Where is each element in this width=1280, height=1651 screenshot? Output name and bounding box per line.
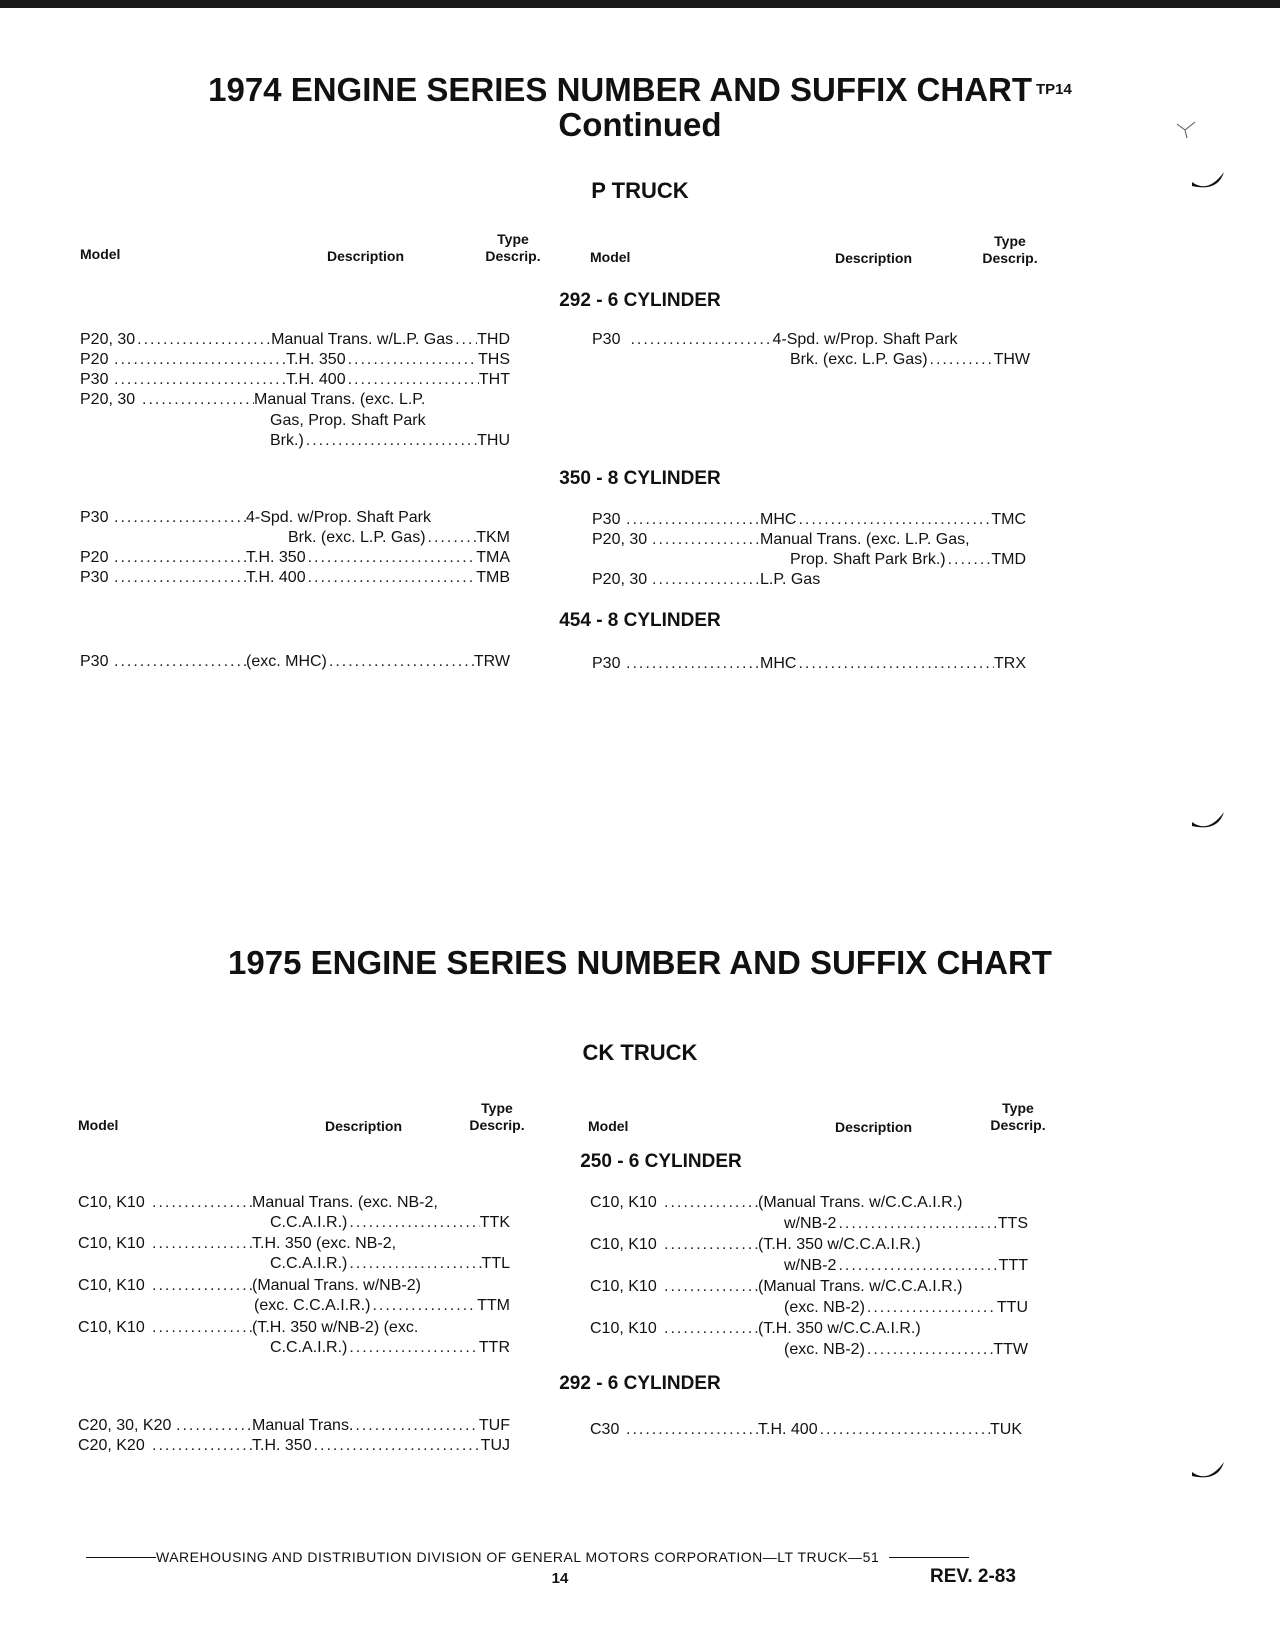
header-model-left: Model <box>78 1117 119 1133</box>
section-title-ck-truck: CK TRUCK <box>582 1040 698 1065</box>
scan-speck-icon <box>1175 120 1199 140</box>
binder-mark-icon <box>1188 170 1228 198</box>
table-row <box>80 330 510 350</box>
table-row: P30 ..... 4-Spd. w/Prop. Shaft Park <box>80 508 510 528</box>
group-title-350-8-cylinder: 350 - 8 CYLINDER <box>559 468 721 489</box>
row-description: MHC <box>760 511 797 528</box>
header-description-left: Description <box>325 1118 403 1134</box>
row-description: T.H. 350 <box>252 1437 312 1454</box>
section-title-p-truck: P TRUCK <box>591 178 689 203</box>
header-model-right: Model <box>590 249 631 265</box>
header-model-right: Model <box>588 1118 629 1134</box>
group-title-454-8-cylinder: 454 - 8 CYLINDER <box>559 610 721 631</box>
table-row: P20, 30 ..... Manual Trans. (exc. L.P. Gas, <box>592 530 1026 550</box>
table-row <box>270 1213 510 1233</box>
top-scan-edge <box>0 0 1280 8</box>
row-type-code: TMB <box>476 569 510 586</box>
header-model-left: Model <box>80 246 121 262</box>
header-type-line2: Descrip. <box>469 1117 525 1133</box>
row-type-code: THW <box>993 351 1030 368</box>
table-row <box>592 330 972 350</box>
table-row <box>270 431 510 451</box>
table-row: C30 ..... T.H. 400 ..... TUK <box>590 1420 1022 1440</box>
row-description: (T.H. 350 w/C.C.A.I.R.) <box>758 1320 921 1337</box>
row-description-continued: (exc. NB-2) <box>784 1299 865 1316</box>
row-type-code: TRW <box>473 653 510 670</box>
header-type-line1: Type <box>481 1100 513 1116</box>
table-row: C10, K10 ..... (T.H. 350 w/NB-2) (exc. <box>78 1318 510 1338</box>
row-type-code: TTK <box>479 1214 510 1231</box>
row-description-continued: w/NB-2 <box>784 1257 837 1274</box>
row-description-continued: w/NB-2 <box>784 1215 837 1232</box>
header-type-right <box>975 233 1045 267</box>
row-description: L.P. Gas <box>760 571 821 588</box>
title-superscript: TP14 <box>1036 81 1072 98</box>
table-row: P30 ..... T.H. 400 ..... THT <box>80 370 510 390</box>
row-type-code: TKM <box>476 529 510 546</box>
row-description-continued: Brk. (exc. L.P. Gas) <box>790 351 928 368</box>
table-row <box>270 1254 510 1274</box>
table-row: P30 ..... T.H. 400 ..... TMB <box>80 568 510 588</box>
footer-rule-left <box>86 1557 156 1558</box>
row-type-code: TUJ <box>480 1437 510 1454</box>
row-type-code: TTM <box>477 1297 510 1314</box>
table-row <box>784 1340 1028 1360</box>
header-type-right <box>983 1100 1053 1134</box>
group-title-292-6-cylinder: 292 - 6 CYLINDER <box>559 290 721 311</box>
table-row: P30 ..... (exc. MHC) ..... TRW <box>80 652 510 672</box>
row-type-code: TMA <box>476 549 510 566</box>
row-type-code: TTW <box>993 1341 1028 1358</box>
row-description: Manual Trans. (exc. L.P. <box>254 391 426 408</box>
table-row: C20, K20 ..... T.H. 350 ..... TUJ <box>78 1436 510 1456</box>
row-description: Manual Trans. (exc. NB-2, <box>252 1194 438 1211</box>
header-type-line2: Descrip. <box>990 1117 1046 1133</box>
row-type-code: TRX <box>994 655 1026 672</box>
page-title-1975: 1975 ENGINE SERIES NUMBER AND SUFFIX CHART <box>228 944 1052 981</box>
page-title-1974: 1974 ENGINE SERIES NUMBER AND SUFFIX CHART $^{TP14}$ <box>208 71 1072 108</box>
revision-label: REV. 2-83 <box>930 1566 1016 1587</box>
page-number: 14 <box>551 1570 569 1587</box>
table-row: P20, 30 ..... L.P. Gas <box>592 570 1026 590</box>
row-description: (T.H. 350 w/NB-2) (exc. <box>252 1319 419 1336</box>
row-description-continued: Brk. (exc. L.P. Gas) <box>288 529 426 546</box>
row-type-code: TMD <box>991 551 1026 568</box>
row-type-code: THT <box>478 371 510 388</box>
row-type-code: TTS <box>997 1215 1028 1232</box>
row-description: T.H. 400 <box>246 569 306 586</box>
header-type-line1: Type <box>994 233 1026 249</box>
group-title-292-6-cylinder: 292 - 6 CYLINDER <box>559 1373 721 1394</box>
row-description: T.H. 350 (exc. NB-2, <box>252 1235 397 1252</box>
table-row <box>270 1338 510 1358</box>
row-description: 4-Spd. w/Prop. Shaft Park <box>772 331 958 348</box>
row-description: (Manual Trans. w/NB-2) <box>252 1277 421 1294</box>
header-type-line2: Descrip. <box>485 248 541 264</box>
table-row: P20, 30 ..... Manual Trans. (exc. L.P. <box>80 390 510 410</box>
table-row <box>784 1256 1028 1276</box>
row-description-continued: C.C.A.I.R.) <box>270 1214 348 1231</box>
header-description-right: Description <box>835 250 913 266</box>
footer <box>86 1549 1046 1565</box>
row-type-code: TUK <box>990 1421 1022 1438</box>
table-row: C10, K10 ..... T.H. 350 (exc. NB-2, <box>78 1234 510 1254</box>
row-description: T.H. 400 <box>286 371 346 388</box>
table-row: C10, K10 ..... (T.H. 350 w/C.C.A.I.R.) <box>590 1235 1030 1255</box>
table-row: C10, K10 ..... (Manual Trans. w/C.C.A.I.R.) <box>590 1193 1030 1213</box>
table-row <box>790 350 1030 370</box>
table-row <box>254 1296 510 1316</box>
row-description-continued: Gas, Prop. Shaft Park <box>270 412 426 429</box>
row-description: Manual Trans. w/L.P. Gas <box>271 331 454 348</box>
table-row: C10, K10 ..... (Manual Trans. w/NB-2) <box>78 1276 510 1296</box>
row-description: (Manual Trans. w/C.C.A.I.R.) <box>758 1194 963 1211</box>
table-row: C20, 30, K20 ..... Manual Trans. ..... TUF <box>78 1416 510 1436</box>
group-title-250-6-cylinder: 250 - 6 CYLINDER <box>580 1151 742 1172</box>
table-row <box>790 550 1026 570</box>
row-type-code: TTT <box>998 1257 1028 1274</box>
row-description: (Manual Trans. w/C.C.A.I.R.) <box>758 1278 963 1295</box>
row-description: Manual Trans. <box>252 1417 354 1434</box>
footer-text: WAREHOUSING AND DISTRIBUTION DIVISION OF GENERAL MOTORS CORPORATION—LT TRUCK—51 <box>156 1549 880 1565</box>
row-description: 4-Spd. w/Prop. Shaft Park <box>246 509 431 526</box>
row-description-continued: C.C.A.I.R.) <box>270 1339 348 1356</box>
table-row: P20 ..... T.H. 350 ..... THS <box>80 350 510 370</box>
row-description-continued: C.C.A.I.R.) <box>270 1255 348 1272</box>
table-row: P20 ..... T.H. 350 ..... TMA <box>80 548 510 568</box>
row-model: P30 <box>592 331 621 348</box>
binder-mark-icon <box>1188 810 1228 838</box>
table-row: C10, K10 ..... Manual Trans. (exc. NB-2, <box>78 1193 510 1213</box>
row-type-code: THS <box>478 351 510 368</box>
header-description-left: Description <box>327 248 405 264</box>
page-title-continued: Continued <box>558 106 722 143</box>
header-type-line2: Descrip. <box>982 250 1038 266</box>
table-row <box>784 1298 1028 1318</box>
row-description-continued: (exc. C.C.A.I.R.) <box>254 1297 371 1314</box>
row-description: (exc. MHC) <box>246 653 327 670</box>
binder-mark-icon <box>1188 1460 1228 1488</box>
row-description-continued: Brk.) <box>270 432 304 449</box>
table-row <box>784 1214 1028 1234</box>
row-type-code: TTU <box>996 1299 1028 1316</box>
row-type-code: TTR <box>478 1339 510 1356</box>
row-description-continued: Prop. Shaft Park Brk.) <box>790 551 946 568</box>
row-description: T.H. 350 <box>246 549 306 566</box>
table-row: C10, K10 ..... (T.H. 350 w/C.C.A.I.R.) <box>590 1319 1030 1339</box>
table-row: P30 ..... MHC ..... TRX <box>592 654 1026 674</box>
header-type-left <box>462 1100 532 1134</box>
header-type-left <box>478 231 548 265</box>
row-description: T.H. 350 <box>286 351 346 368</box>
row-type-code: TUF <box>478 1417 510 1434</box>
row-type-code: THD <box>477 331 510 348</box>
header-type-line1: Type <box>497 231 529 247</box>
row-type-code: TMC <box>991 511 1026 528</box>
table-row: C10, K10 ..... (Manual Trans. w/C.C.A.I.R.) <box>590 1277 1030 1297</box>
header-type-line1: Type <box>1002 1100 1034 1116</box>
header-description-right: Description <box>835 1119 913 1135</box>
row-description: T.H. 400 <box>758 1421 818 1438</box>
row-type-code: TTL <box>481 1255 510 1272</box>
table-row: P30 ..... MHC ..... TMC <box>592 510 1026 530</box>
row-description: Manual Trans. (exc. L.P. Gas, <box>760 531 970 548</box>
table-row <box>288 528 510 548</box>
row-description: MHC <box>760 655 797 672</box>
row-type-code: THU <box>477 432 510 449</box>
row-model: P20, 30 <box>80 331 136 348</box>
row-description-continued: (exc. NB-2) <box>784 1341 865 1358</box>
footer-rule-right <box>889 1557 969 1558</box>
row-description: (T.H. 350 w/C.C.A.I.R.) <box>758 1236 921 1253</box>
